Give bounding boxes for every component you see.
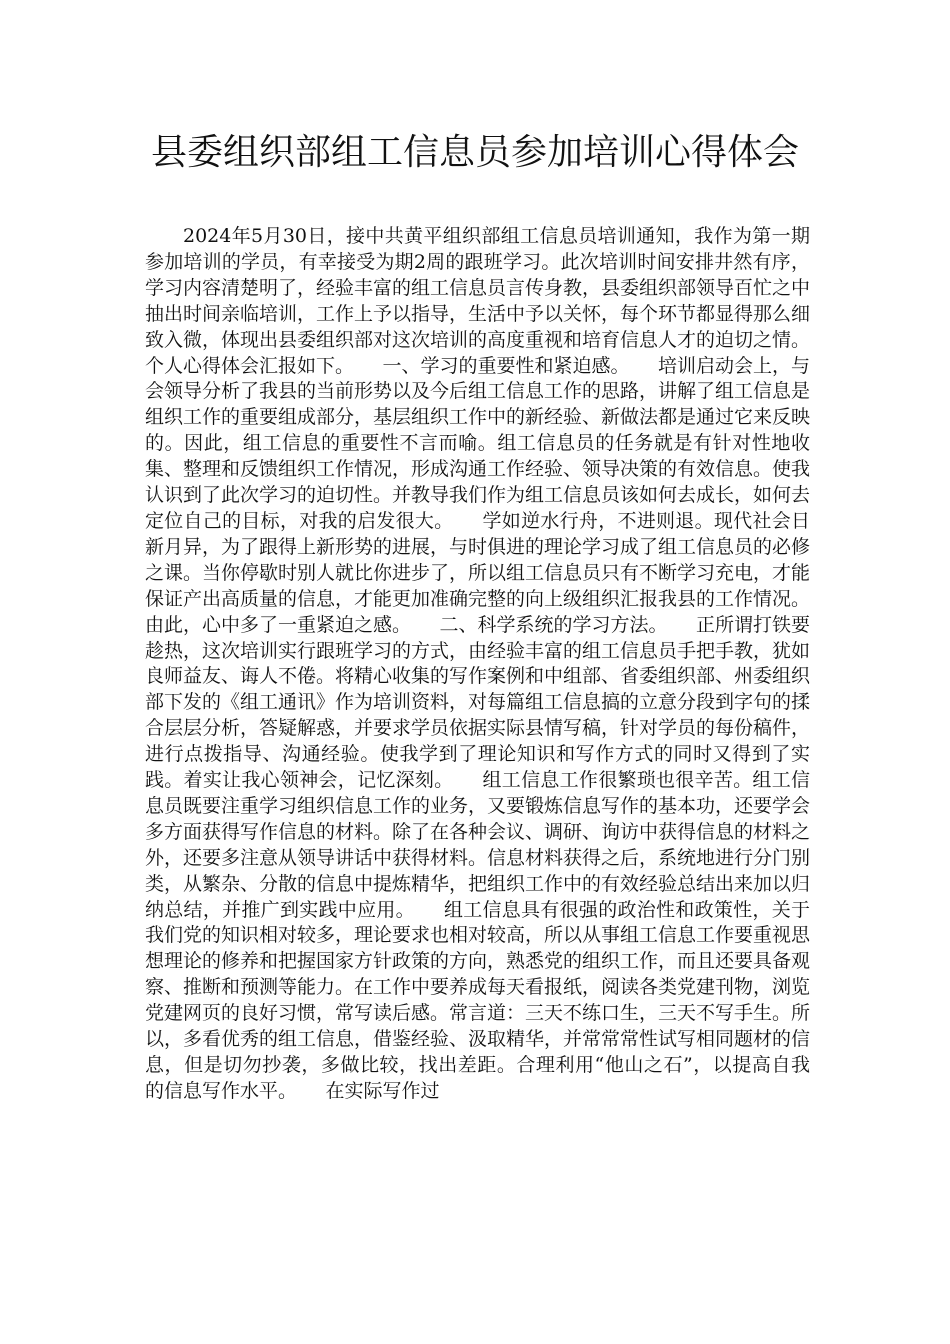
document-body: 2024年5月30日，接中共黄平组织部组工信息员培训通知，我作为第一期参加培训的学员，有幸接受为期2周的跟班学习。此次培训时间安排井然有序，学习内容清楚明了，经验丰富的组工信息员言传身教，县委组织部领导百忙之中抽出时间亲临培训，工作上予以指导，生活中予以关怀，每个环节都显得那么细致入微，体现出县委组织部对这次培训的高度重视和培育信息人才的迫切之情。个人心得体会汇报如下。 一、学习的重要性和紧迫感。 培训启动会上，与会领导分析了我县的当前形势以及今后组工信息工作的思路，讲解了组工信息是组织工作的重要组成部分，基层组织工作中的新经验、新做法都是通过它来反映的。因此，组工信息的重要性不言而喻。组工信息员的任务就是有针对性地收集、整理和反馈组织工作情况，形成沟通工作经验、领导决策的有效信息。使我认识到了此次学习的迫切性。并教导我们作为组工信息员该如何去成长，如何去定位自己的目标，对我的启发很大。 学如逆水行舟，不进则退。现代社会日新月异，为了跟得上新形势的进展，与时俱进的理论学习成了组工信息员的必修之课。当你停歇时别人就比你进步了，所以组工信息员只有不断学习充电，才能保证产出高质量的信息，才能更加准确完整的向上级组织汇报我县的工作情况。由此，心中多了一重紧迫之感。 二、科学系统的学习方法。 正所谓打铁要趁热，这次培训实行跟班学习的方式，由经验丰富的组工信息员手把手教，犹如良师益友、诲人不倦。将精心收集的写作案例和中组部、省委组织部、州委组织部下发的《组工通讯》作为培训资料，对每篇组工信息搞的立意分段到字句的揉合层层分析，答疑解惑，并要求学员依据实际县情写稿，针对学员的每份稿件，进行点拨指导、沟通经验。使我学到了理论知识和写作方式的同时又得到了实践。着实让我心领神会，记忆深刻。 组工信息工作很繁琐也很辛苦。组工信息员既要注重学习组织信息工作的业务，又要锻炼信息写作的基本功，还要学会多方面获得写作信息的材料。除了在各种会议、调研、询访中获得信息的材料之外，还要多注意从领导讲话中获得材料。信息材料获得之后，系统地进行分门别类，从繁杂、分散的信息中提炼精华，把组织工作中的有效经验总结出来加以归纳总结，并推广到实践中应用。 组工信息具有很强的政治性和政策性，关于我们党的知识相对较多，理论要求也相对较高，所以从事组工信息工作要重视思想理论的修养和把握国家方针政策的方向，熟悉党的组织工作，而且还要具备观察、推断和预测等能力。在工作中要养成每天看报纸，阅读各类党建刊物，浏览党建网页的良好习惯，常写读后感。常言道：三天不练口生，三天不写手生。所以，多看优秀的组工信息，借鉴经验、汲取精华，并常常常性试写相同题材的信息，但是切勿抄袭，多做比较，找出差距。合理利用“他山之石”，以提高自我的信息写作水平。 在实际写作过	[145, 225, 811, 1102]
document-title: 县委组织部组工信息员参加培训心得体会	[150, 132, 799, 173]
